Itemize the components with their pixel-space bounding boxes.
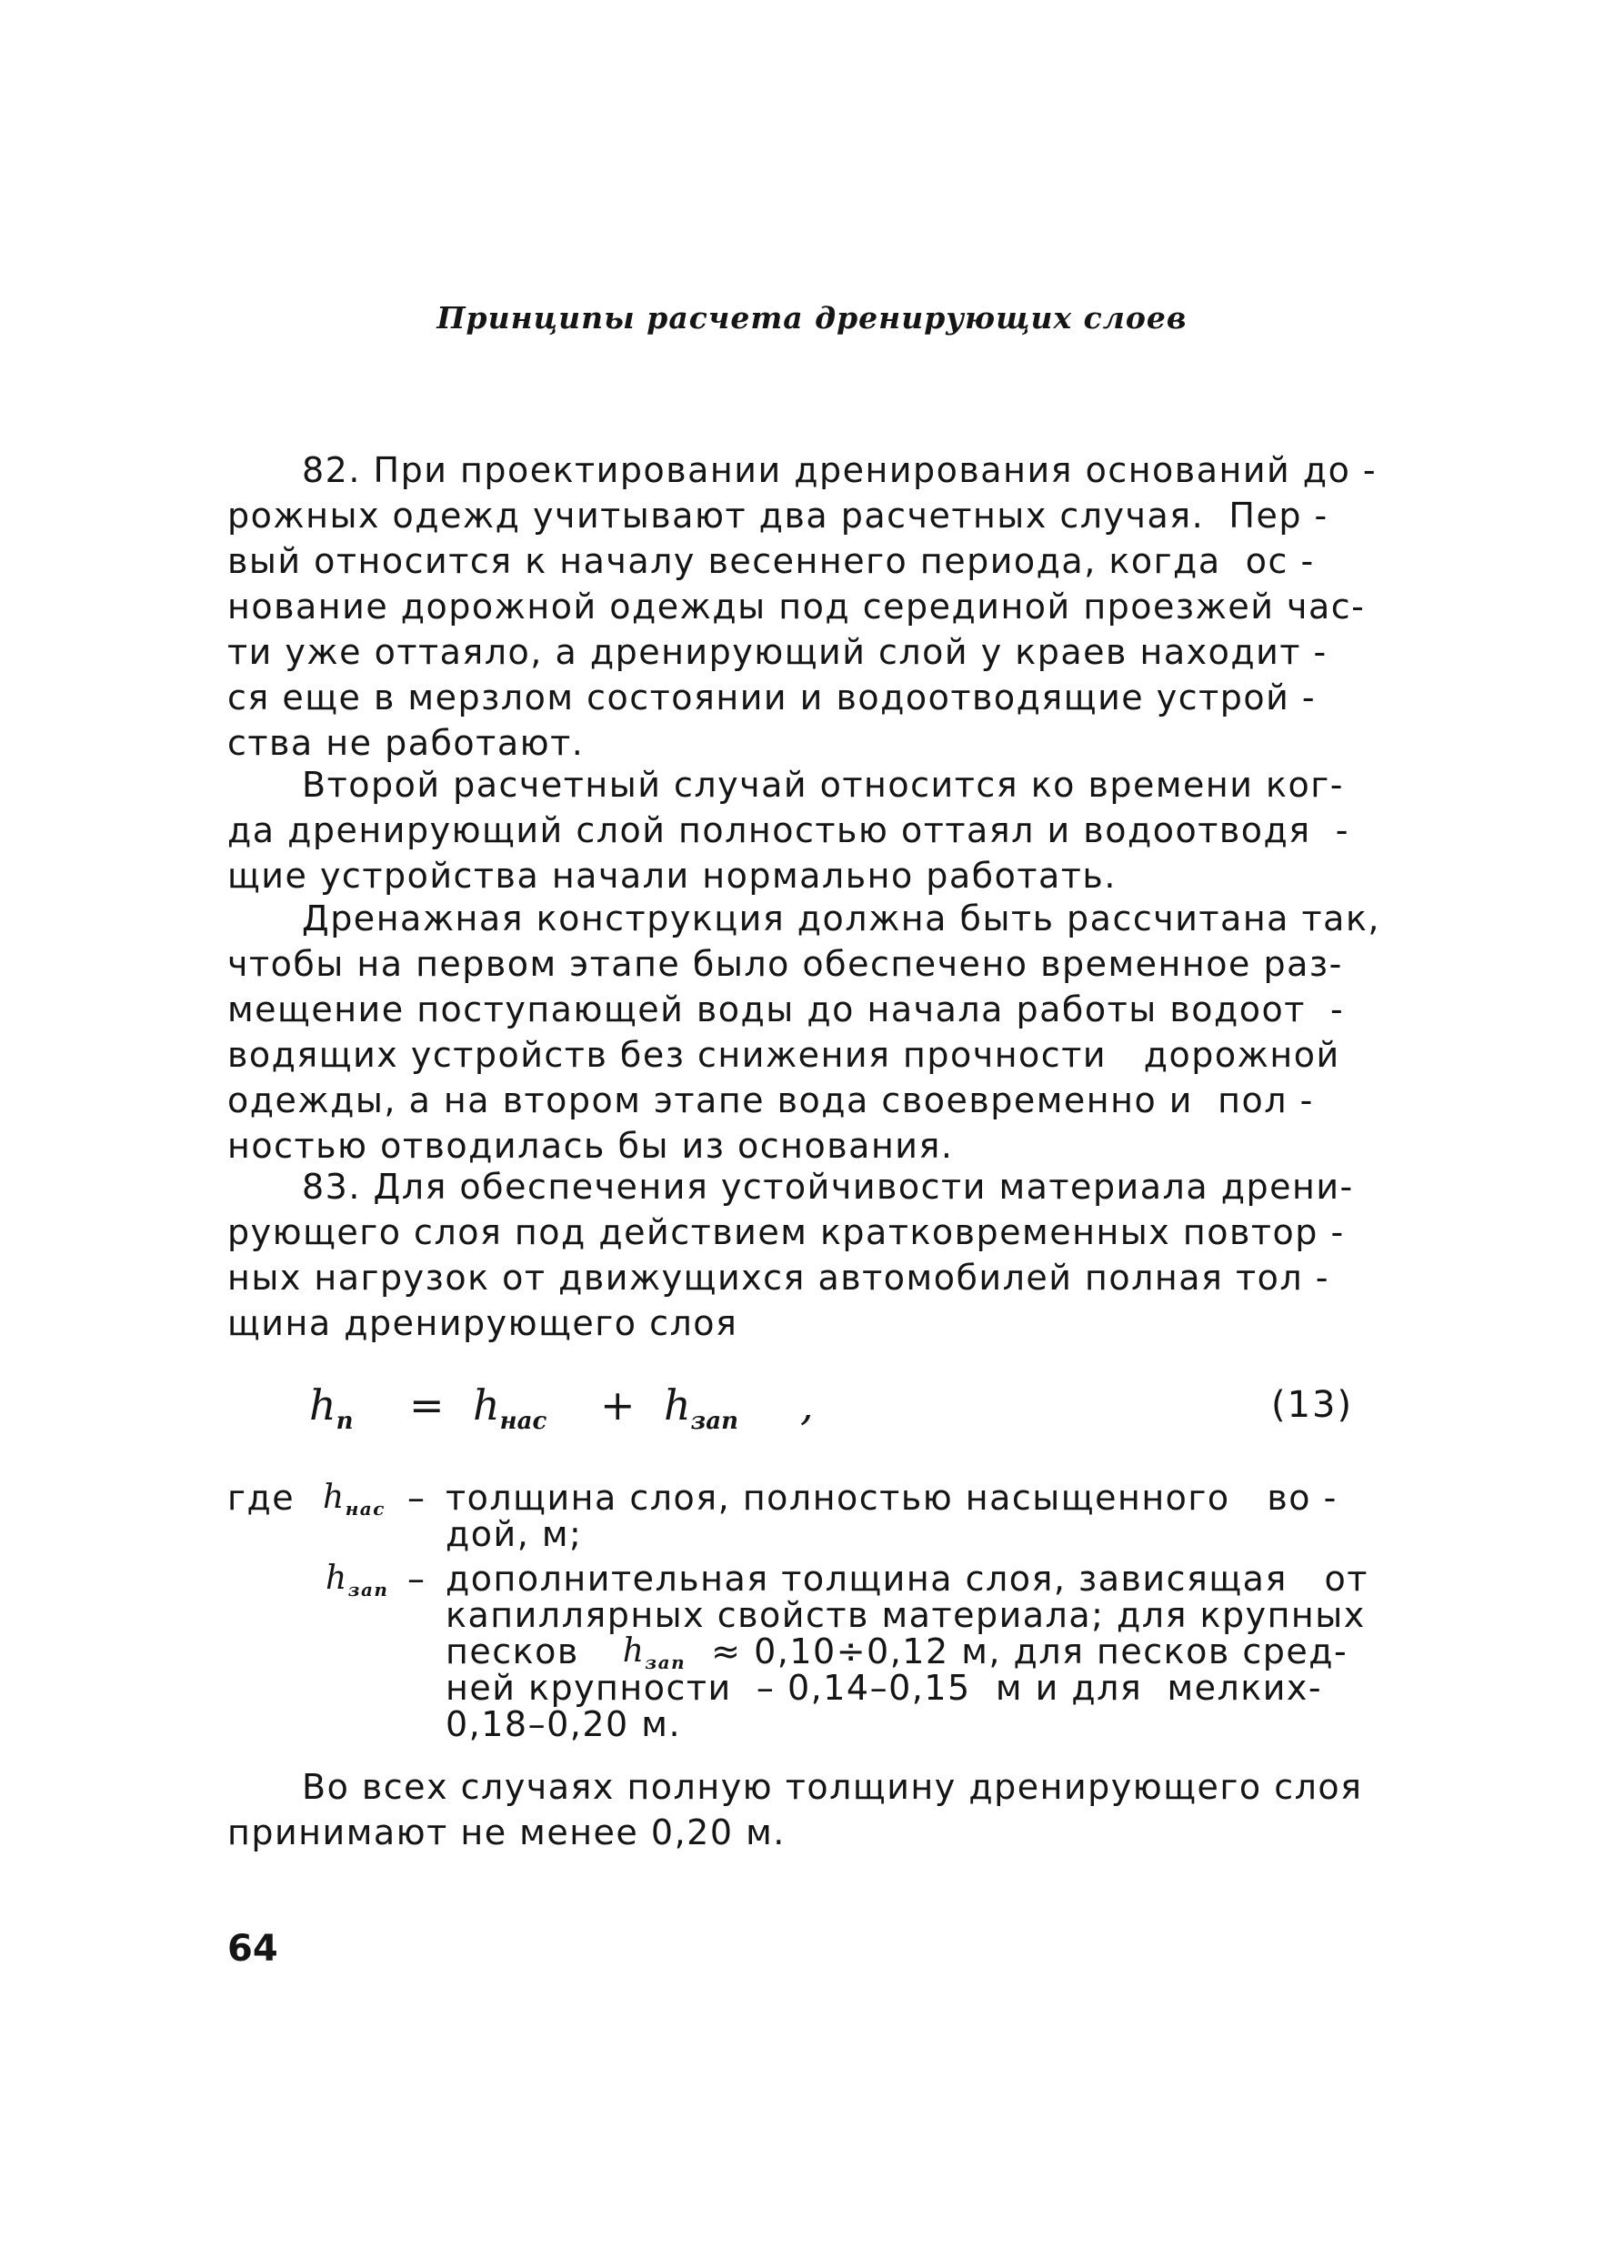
text-line: мещение поступающей воды до начала работы водоот - [227,989,1345,1029]
formula-term-capillary: $h_{зап}$ [664,1380,738,1436]
text-line: толщина слоя, полностью насыщенного во - [446,1478,1338,1518]
paragraph-conclusion [227,1764,1418,1855]
text-line: ностью отводилась бы из основания. [227,1126,954,1166]
page-number: 64 [227,1928,278,1970]
text-line: ства не работают. [227,723,585,763]
text-line: ных нагрузок от движущихся автомобилей полная тол - [227,1258,1329,1298]
text-line: песков $h_{зап}$ ≈ 0,10÷0,12 м, для песков сред- [446,1631,1348,1674]
text-line: водящих устройств без снижения прочности дорожной [227,1035,1340,1075]
text-line: капиллярных свойств материала; для крупных [446,1595,1366,1635]
formula-term-saturated: $h_{нас}$ [473,1380,547,1436]
text-line: ся еще в мерзлом состоянии и водоотводящие устрой - [227,677,1317,718]
definition-h-capillary [446,1561,1418,1742]
where-label: где [227,1478,296,1518]
paragraph-82 [227,447,1418,766]
paragraph-drainage-design [227,896,1418,1169]
text-line: чтобы на первом этапе было обеспечено временное раз- [227,944,1343,984]
text-line: вый относится к началу весеннего периода, когда ос - [227,541,1315,581]
paragraph-second-case [227,762,1418,898]
text-line: щие устройства начали нормально работать. [227,856,1117,896]
text-line: нование дорожной одежды под серединой проезжей час- [227,587,1366,627]
formula-plus: + [600,1380,636,1430]
text-line: рующего слоя под действием кратковременных повтор - [227,1212,1345,1252]
formula-comma: , [800,1380,814,1430]
text-line: щина дренирующего слоя [227,1303,738,1343]
text-line: одежды, а на втором этапе вода своевременно и пол - [227,1080,1314,1120]
dash: – [407,1559,426,1599]
text-line: да дренирующий слой полностью оттаял и водоотводя - [227,810,1349,850]
text-line: дой, м; [446,1514,583,1554]
text-line: 0,18–0,20 м. [446,1704,682,1744]
symbol-h-saturated: $h_{нас}$ [323,1479,386,1520]
text-line: ти уже оттаяло, а дренирующий слой у краев находит - [227,632,1328,672]
formula-equals: = [409,1380,445,1430]
paragraph-83 [227,1164,1418,1346]
symbol-h-capillary: $h_{зап}$ [326,1560,389,1601]
definition-h-saturated [446,1480,1400,1552]
text-line: Во всех случаях полную толщину дренирующего слоя [302,1767,1363,1807]
text-line: 83. Для обеспечения устойчивости материала дрени- [302,1167,1354,1207]
equation-number: (13) [1271,1384,1354,1426]
text-line: дополнительная толщина слоя, зависящая от [446,1559,1368,1599]
text-line: принимают не менее 0,20 м. [227,1812,786,1852]
formula-term-total: $h_п$ [309,1380,354,1436]
section-title: Принципы расчета дренирующих слоев [436,300,1188,336]
text-line: Дренажная конструкция должна быть рассчитана так, [302,898,1380,938]
text-line: Второй расчетный случай относится ко времени ког- [302,765,1344,805]
text-line: ней крупности – 0,14–0,15 м и для мелких- [446,1668,1323,1708]
formula-13 [309,1380,1364,1444]
text-line: рожных одежд учитывают два расчетных случая. Пер - [227,496,1328,536]
dash: – [407,1478,426,1518]
text-line: 82. При проектировании дренирования оснований до - [302,450,1378,490]
